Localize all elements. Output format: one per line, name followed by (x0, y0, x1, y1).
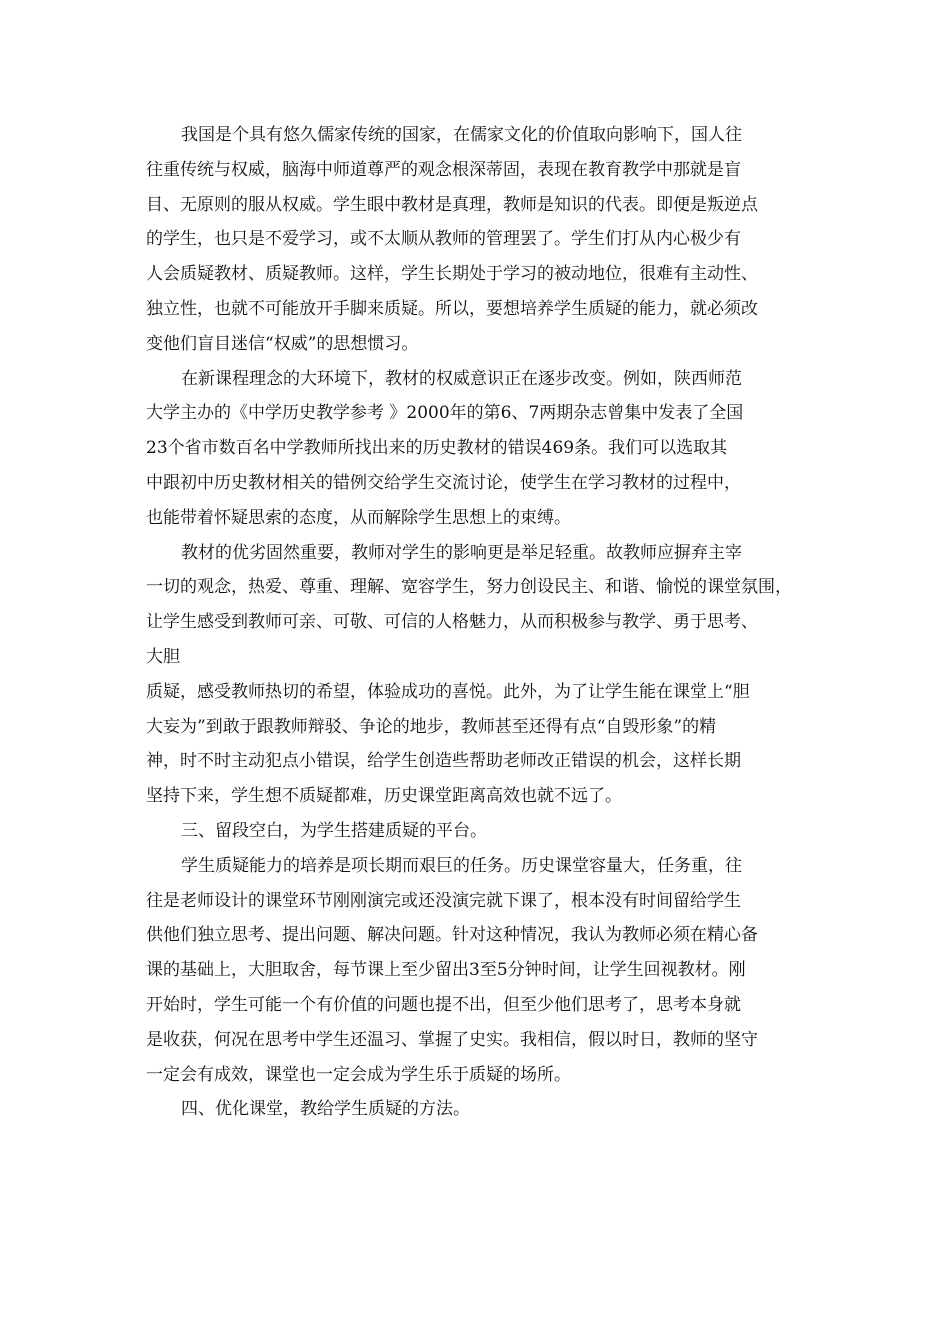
text-line: 四、优化课堂，教给学生质疑的方法。 (181, 1099, 470, 1120)
text-line: 大学主办的《中学历史教学参考 》2000年的第6、7两期杂志曾集中发表了全国 (146, 403, 744, 424)
text-line: 教材的优劣固然重要，教师对学生的影响更是举足轻重。故教师应摒弃主宰 (181, 542, 742, 563)
text-line: 中跟初中历史教材相关的错例交给学生交流讨论，使学生在学习教材的过程中， (146, 472, 741, 493)
text-line: 供他们独立思考、提出问题、解决问题。针对这种情况，我认为教师必须在精心备 (146, 925, 758, 946)
text-line: 质疑，感受教师热切的希望，体验成功的喜悦。此外，为了让学生能在课堂上“胆 (146, 681, 750, 702)
text-line: 大胆 (146, 646, 180, 667)
text-line: 人会质疑教材、质疑教师。这样，学生长期处于学习的被动地位，很难有主动性、 (146, 264, 758, 285)
text-line: 独立性，也就不可能放开手脚来质疑。所以，要想培养学生质疑的能力，就必须改 (146, 298, 758, 319)
text-line: 是收获，何况在思考中学生还温习、掌握了史实。我相信，假以时日，教师的坚守 (146, 1029, 758, 1050)
text-line: 课的基础上，大胆取舍，每节课上至少留出3至5分钟时间，让学生回视教材。刚 (146, 960, 746, 981)
text-line: 在新课程理念的大环境下，教材的权威意识正在逐步改变。例如，陕西师范 (181, 368, 742, 389)
text-line: 23个省市数百名中学教师所找出来的历史教材的错误469条。我们可以选取其 (146, 438, 728, 459)
text-line: 往是老师设计的课堂环节刚刚演完或还没演完就下课了，根本没有时间留给学生 (146, 890, 741, 911)
text-line: 的学生，也只是不爱学习，或不太顺从教师的管理罢了。学生们打从内心极少有 (146, 229, 741, 250)
text-line: 也能带着怀疑思索的态度，从而解除学生思想上的束缚。 (146, 507, 571, 528)
document-body (146, 118, 826, 1127)
text-line: 变他们盲目迷信“权威”的思想惯习。 (146, 333, 419, 354)
text-line: 目、无原则的服从权威。学生眼中教材是真理，教师是知识的代表。即便是叛逆点 (146, 194, 758, 215)
text-line: 坚持下来，学生想不质疑都难，历史课堂距离高效也就不远了。 (146, 786, 622, 807)
text-line: 让学生感受到教师可亲、可敬、可信的人格魅力，从而积极参与教学、勇于思考、 (146, 612, 758, 633)
text-line: 学生质疑能力的培养是项长期而艰巨的任务。历史课堂容量大，任务重，往 (181, 855, 742, 876)
text-line: 神，时不时主动犯点小错误，给学生创造些帮助老师改正错误的机会，这样长期 (146, 751, 741, 772)
text-line: 大妄为”到敢于跟教师辩驳、争论的地步，教师甚至还得有点“自毁形象”的精 (146, 716, 717, 737)
text-line: 一定会有成效，课堂也一定会成为学生乐于质疑的场所。 (146, 1064, 571, 1085)
text-line: 我国是个具有悠久儒家传统的国家，在儒家文化的价值取向影响下，国人往 (181, 125, 742, 145)
text-line: 三、留段空白，为学生搭建质疑的平台。 (181, 820, 487, 841)
text-line: 一切的观念，热爱、尊重、理解、宽容学生，努力创设民主、和谐、愉悦的课堂氛围， (146, 577, 792, 598)
text-line: 开始时，学生可能一个有价值的问题也提不出，但至少他们思考了，思考本身就 (146, 994, 741, 1015)
text-line: 往重传统与权威，脑海中师道尊严的观念根深蒂固，表现在教育教学中那就是盲 (146, 159, 741, 180)
